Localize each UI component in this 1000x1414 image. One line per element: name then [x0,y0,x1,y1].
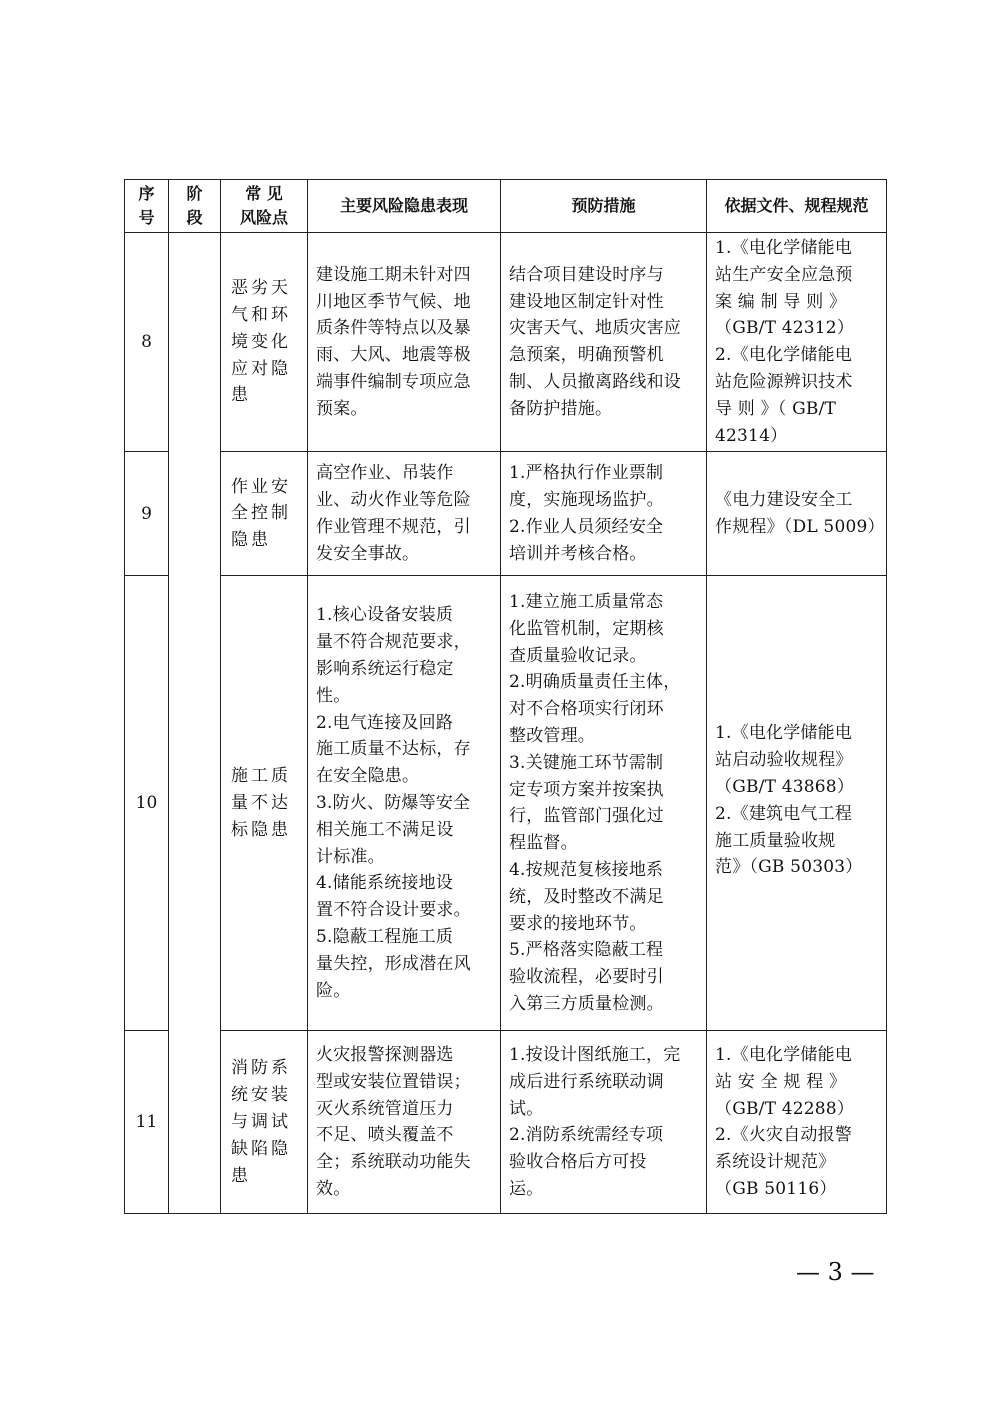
basis-text: 1.《电化学储能电 站启动验收规程》 （GB/T 43868） 2.《建筑电气工程 施工质量验收规 范》（GB 50303） [715,723,863,878]
prevention-cell [501,452,707,576]
header-stage: 阶 段 [169,180,221,233]
row-number: 11 [125,1031,169,1214]
manifestation-text: 建设施工期未针对四 川地区季节气候、地 质条件等特点以及暴 雨、大风、地震等极 端事件编制专项应急 预案。 [316,264,471,419]
risk-point-cell [221,1031,308,1214]
row-number: 10 [125,576,169,1031]
table-row [125,233,887,452]
manifestation-cell [308,576,501,1031]
basis-text: 《电力建设安全工 作规程》（DL 5009） [715,490,885,537]
header-prevention: 预防措施 [501,180,707,233]
risk-point-text: 消防系 统安装 与调试 缺陷隐 患 [231,1058,291,1186]
header-manifestation: 主要风险隐患表现 [308,180,501,233]
risk-point-cell [221,452,308,576]
prevention-text: 1.严格执行作业票制 度，实施现场监护。 2.作业人员须经安全 培训并考核合格。 [509,463,664,564]
risk-point-cell [221,576,308,1031]
prevention-text: 1.建立施工质量常态 化监管机制，定期核 查质量验收记录。 2.明确质量责任主体， 对不合格项实行闭环 整改管理。 3.关键施工环节需制 定专项方案并按案执 行，监管部门强化过 程监督。 4.按规范复核接地系 统，及时整改不满足 要求的接地环节。 5.严格落实隐蔽工程 验收流程，必要时引 入第三方质量检测。 [509,592,681,1014]
manifestation-cell [308,1031,501,1214]
stage-cell [169,233,221,1214]
table-row [125,1031,887,1214]
basis-text: 1.《电化学储能电 站 安 全 规 程 》 （GB/T 42288） 2.《火灾自动报警 系统设计规范》 （GB 50116） [715,1044,855,1199]
risk-table [124,179,887,1214]
row-number: 9 [125,452,169,576]
basis-cell [707,1031,887,1214]
basis-text: 1.《电化学储能电 站生产安全应急预 案 编 制 导 则 》 （GB/T 42312） 2.《电化学储能电 站危险源辨识技术 导 则 》（ GB/T 42314） [715,238,855,446]
table-row [125,576,887,1031]
risk-point-text: 施工质 量不达 标隐患 [231,766,291,840]
basis-cell [707,576,887,1031]
page-number: — 3 — [796,1258,875,1286]
header-basis: 依据文件、规程规范 [707,180,887,233]
row-number: 8 [125,233,169,452]
manifestation-cell [308,452,501,576]
manifestation-text: 高空作业、吊装作 业、动火作业等危险 作业管理不规范，引 发安全事故。 [316,463,471,564]
manifestation-text: 火灾报警探测器选 型或安装位置错误； 灭火系统管道压力 不足、喷头覆盖不 全；系统联动功能失 效。 [316,1044,471,1199]
prevention-text: 结合项目建设时序与 建设地区制定针对性 灾害天气、地质灾害应 急预案，明确预警机 制、人员撤离路线和设 备防护措施。 [509,264,681,419]
table-header-row [125,180,887,233]
risk-point-text: 恶劣天 气和环 境变化 应对隐 患 [231,278,291,406]
header-num: 序 号 [125,180,169,233]
header-risk-point: 常 见 风险点 [221,180,308,233]
prevention-text: 1.按设计图纸施工，完 成后进行系统联动调 试。 2.消防系统需经专项 验收合格后方可投 运。 [509,1044,681,1199]
manifestation-cell [308,233,501,452]
risk-point-text: 作业安 全控制 隐患 [231,476,291,551]
basis-cell [707,452,887,576]
table-row [125,452,887,576]
prevention-cell [501,576,707,1031]
prevention-cell [501,1031,707,1214]
risk-point-cell [221,233,308,452]
manifestation-text: 1.核心设备安装质 量不符合规范要求， 影响系统运行稳定 性。 2.电气连接及回路 施工质量不达标，存 在安全隐患。 3.防火、防爆等安全 相关施工不满足设 计标准。 4.储能系统接地设 置不符合设计要求。 5.隐蔽工程施工质 量失控，形成潜在风 险。 [316,605,471,1001]
basis-cell [707,233,887,452]
prevention-cell [501,233,707,452]
